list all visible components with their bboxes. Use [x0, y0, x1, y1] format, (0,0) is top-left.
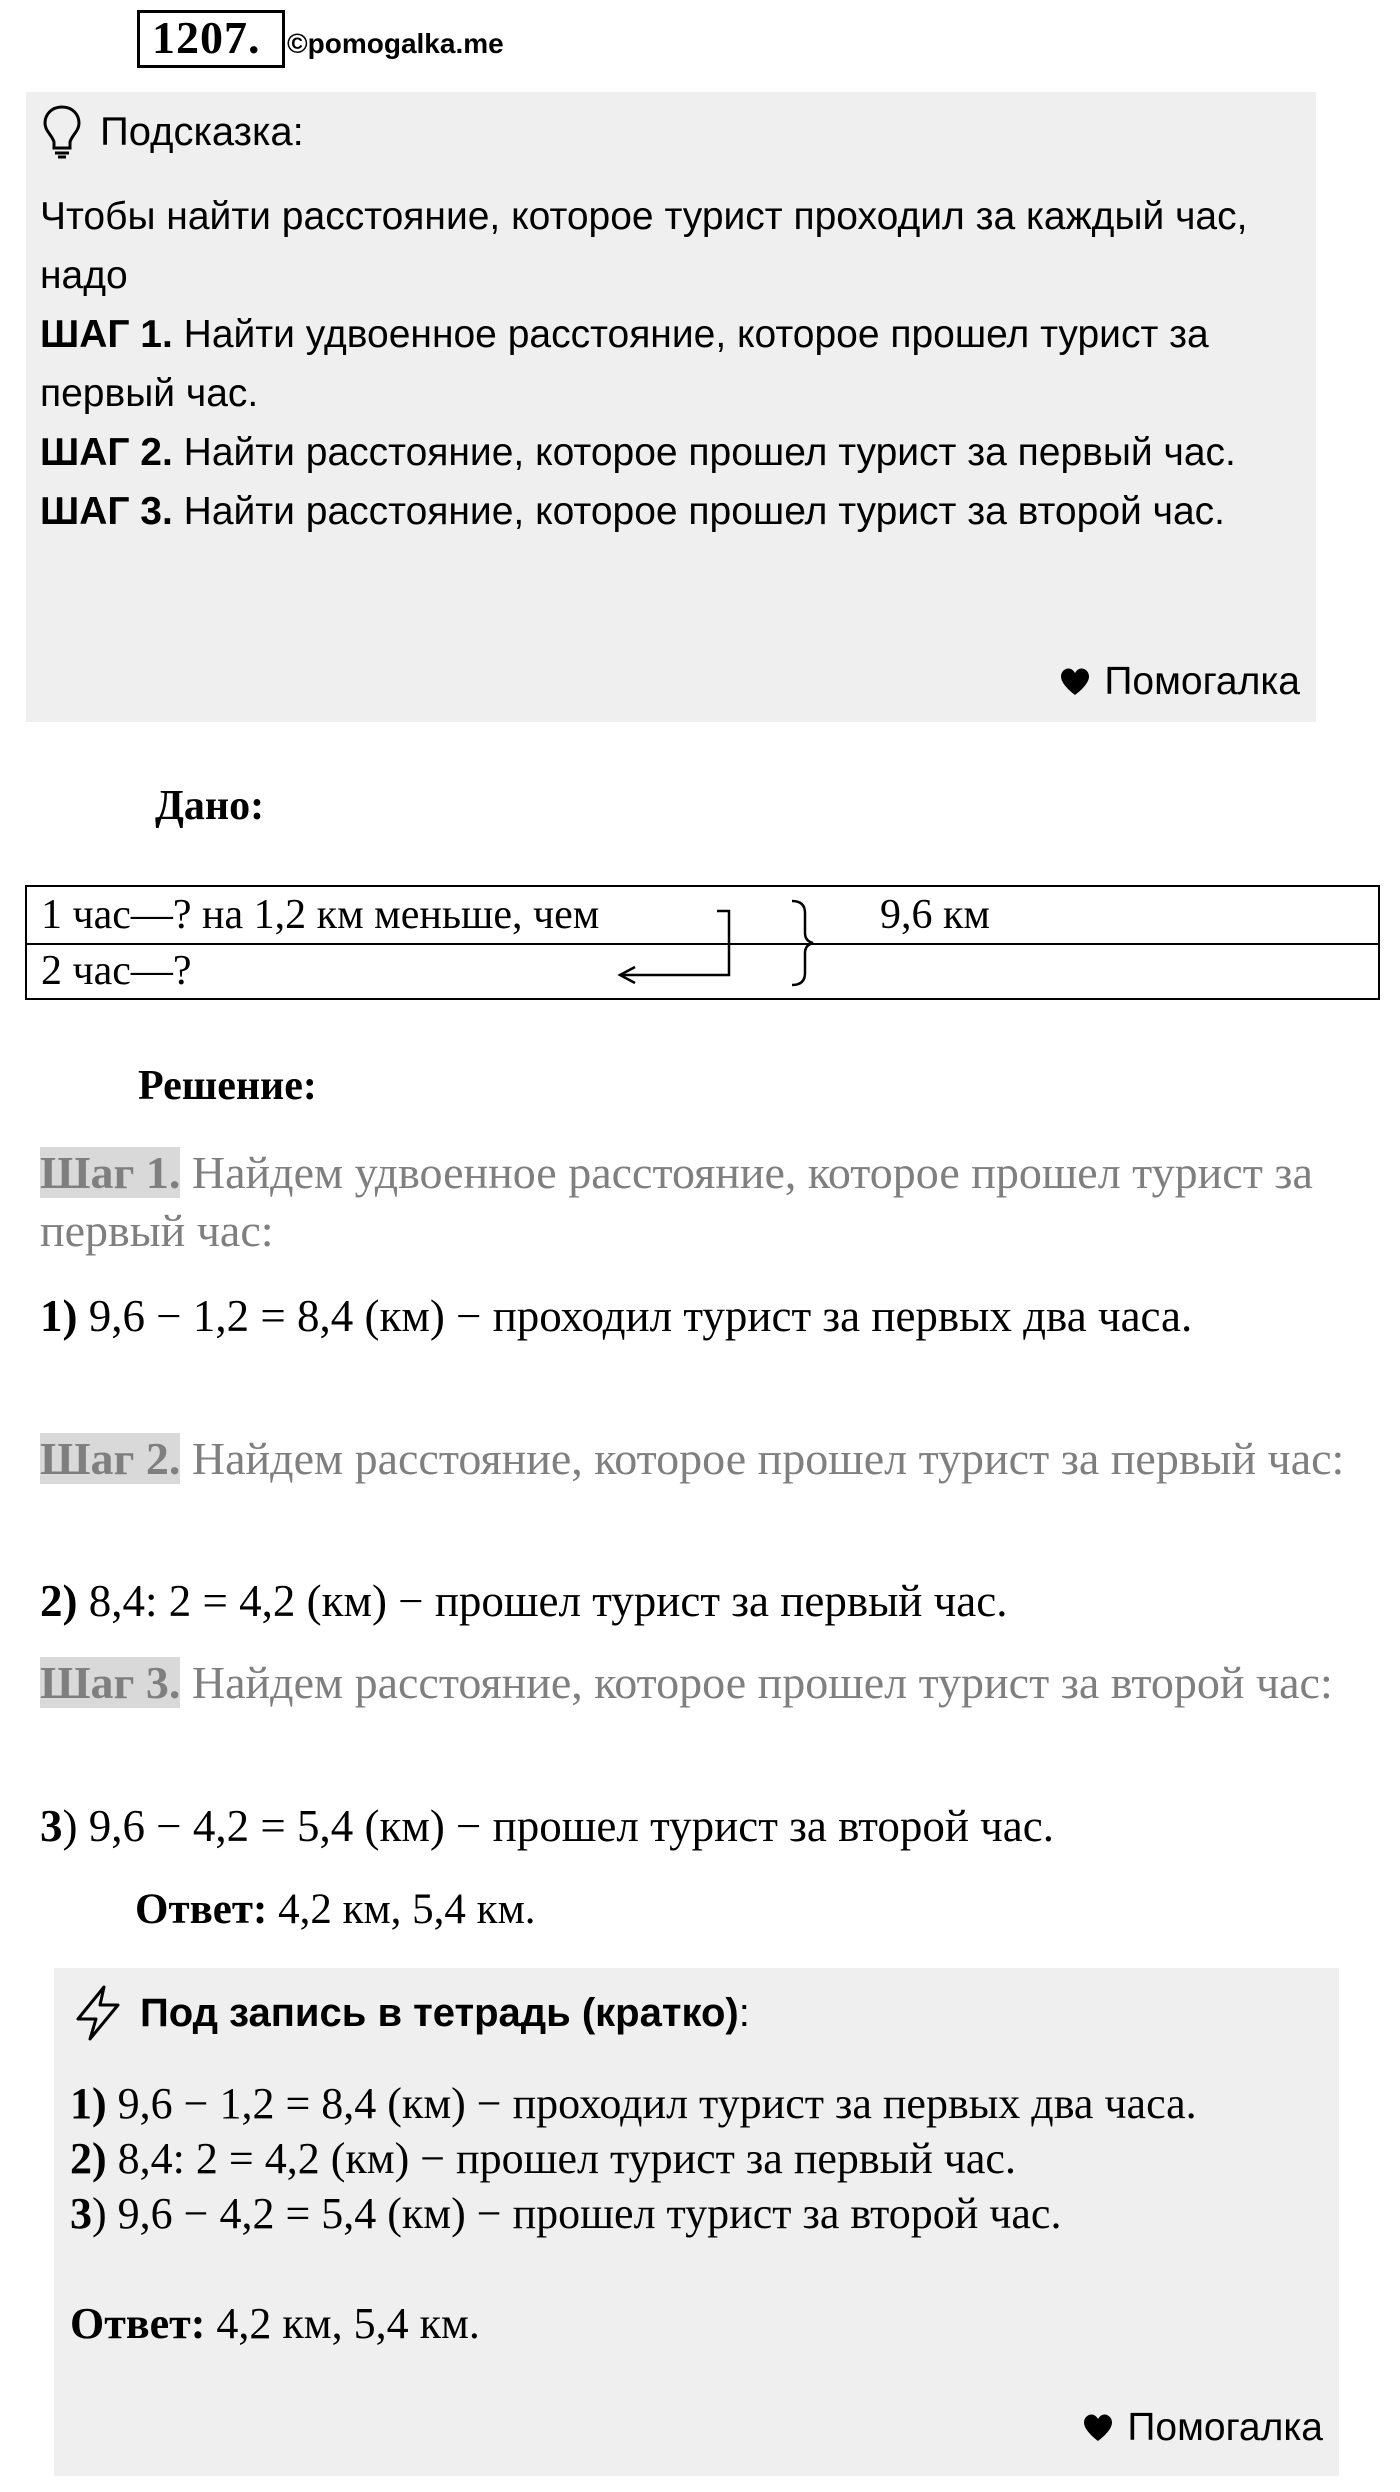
hint-step-label: ШАГ 3.	[40, 490, 173, 533]
line-expression: 9,6 − 1,2 = 8,4 (км) − проходил турист за первых два часа.	[106, 2079, 1197, 2128]
given-table	[25, 885, 1380, 1000]
brand-text: Помогалка	[1104, 660, 1300, 703]
given-title: Дано:	[155, 783, 265, 829]
line-expression: ) 9,6 − 4,2 = 5,4 (км) − прошел турист за второй час.	[92, 2189, 1062, 2238]
notebook-title-colon: :	[738, 1990, 750, 2035]
solution-step-description	[40, 1430, 1360, 1488]
hint-title: Подсказка:	[100, 109, 304, 154]
notebook-line	[70, 2131, 1330, 2186]
calc-expression: ) 9,6 − 4,2 = 5,4 (км) − прошел турист за второй час.	[62, 1801, 1054, 1851]
notebook-line	[70, 2186, 1330, 2241]
hint-step-text: Найти удвоенное расстояние, которое прошел турист за первый час.	[40, 313, 1209, 415]
brand-label	[1060, 660, 1300, 704]
line-number: 1)	[70, 2079, 107, 2128]
hint-text	[40, 187, 1300, 541]
brand-text: Помогалка	[1127, 2406, 1323, 2449]
solution-step-description	[40, 1654, 1360, 1712]
line-number: 3	[70, 2189, 92, 2238]
solution-calculation	[40, 1287, 1360, 1345]
given-row-hour2: 2 час—?	[41, 948, 192, 994]
notebook-header	[72, 1984, 750, 2042]
notebook-answer	[70, 2296, 1330, 2351]
step-description: Найдем удвоенное расстояние, которое прошел турист за первый час:	[40, 1147, 1313, 1256]
lightning-icon	[72, 1984, 124, 2042]
solution-title: Решение:	[138, 1063, 317, 1109]
comparison-arrow-and-brace	[27, 887, 1382, 1002]
solution-calculation	[40, 1572, 1360, 1630]
hint-step-text: Найти расстояние, которое прошел турист за второй час.	[172, 490, 1225, 533]
notebook-title: Под запись в тетрадь (кратко)	[140, 1990, 739, 2035]
given-total: 9,6 км	[880, 892, 990, 938]
line-number: 2)	[70, 2134, 107, 2183]
notebook-lines	[70, 2076, 1330, 2351]
calc-expression: 8,4: 2 = 4,2 (км) − прошел турист за первый час.	[77, 1576, 1008, 1626]
notebook-line	[70, 2076, 1330, 2131]
brand-label	[1083, 2406, 1323, 2450]
step-tag: Шаг 2.	[40, 1433, 181, 1484]
step-description: Найдем расстояние, которое прошел турист за первый час:	[180, 1433, 1345, 1484]
step-tag: Шаг 3.	[40, 1657, 181, 1708]
hint-step-text: Найти расстояние, которое прошел турист за первый час.	[172, 431, 1236, 474]
hint-step	[40, 423, 1300, 482]
solution-step-description	[40, 1144, 1360, 1260]
heart-icon	[1060, 668, 1090, 696]
line-expression: 8,4: 2 = 4,2 (км) − прошел турист за первый час.	[106, 2134, 1016, 2183]
site-watermark: ©pomogalka.me	[287, 28, 504, 59]
calc-number: 2)	[40, 1576, 78, 1626]
heart-icon	[1083, 2414, 1113, 2442]
step-description: Найдем расстояние, которое прошел турист за второй час:	[180, 1657, 1333, 1708]
hint-box	[26, 92, 1316, 722]
hint-step	[40, 482, 1300, 541]
calc-number: 3	[40, 1801, 63, 1851]
calc-expression: 9,6 − 1,2 = 8,4 (км) − проходил турист за первых два часа.	[77, 1291, 1193, 1341]
answer-value: 4,2 км, 5,4 км.	[205, 2299, 480, 2348]
task-number: 1207.	[137, 10, 285, 68]
solution-calculation	[40, 1797, 1360, 1855]
hint-intro: Чтобы найти расстояние, которое турист проходил за каждый час, надо	[40, 195, 1248, 297]
solution-answer	[135, 1885, 536, 1934]
notebook-spacer	[70, 2241, 1330, 2296]
answer-label: Ответ:	[135, 1886, 268, 1933]
calc-number: 1)	[40, 1291, 78, 1341]
hint-header	[42, 102, 304, 162]
step-tag: Шаг 1.	[40, 1147, 181, 1198]
given-row-hour1: 1 час—? на 1,2 км меньше, чем	[41, 892, 600, 938]
hint-step-label: ШАГ 2.	[40, 431, 173, 474]
answer-value: 4,2 км, 5,4 км.	[267, 1886, 536, 1933]
hint-step	[40, 305, 1300, 423]
lightbulb-icon	[42, 104, 82, 160]
answer-label: Ответ:	[70, 2299, 206, 2348]
notebook-box	[54, 1968, 1339, 2476]
hint-step-label: ШАГ 1.	[40, 313, 173, 356]
